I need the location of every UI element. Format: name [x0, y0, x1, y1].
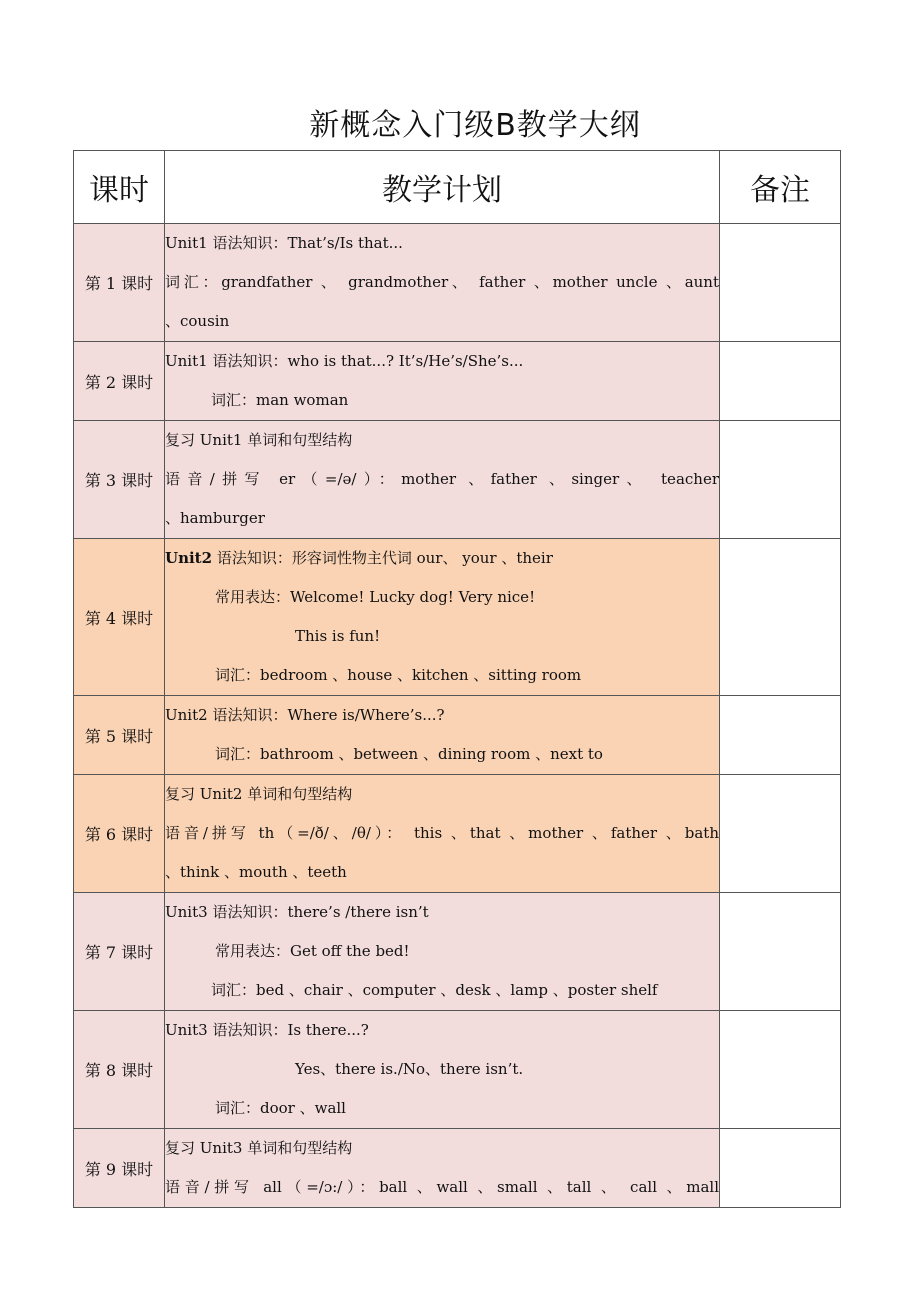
lesson-cell: 第 2 课时 [74, 342, 165, 421]
plan-line: 词汇：door 、wall [215, 1099, 346, 1117]
table-row [74, 696, 841, 775]
plan-cell [165, 893, 720, 1011]
plan-line: 词汇：grandfather 、 grandmother、 father 、mother uncle 、aunt [165, 273, 719, 291]
lesson-cell: 第 3 课时 [74, 421, 165, 539]
plan-cell [165, 421, 720, 539]
lesson-cell: 第 5 课时 [74, 696, 165, 775]
plan-cell [165, 775, 720, 893]
table-row [74, 539, 841, 696]
plan-line: Unit2 语法知识：Where is/Where’s...? [165, 706, 445, 724]
plan-cell [165, 696, 720, 775]
plan-line [165, 539, 719, 578]
lesson-cell: 第 4 课时 [74, 539, 165, 696]
header-plan: 教学计划 [165, 151, 720, 224]
note-cell [720, 893, 841, 1011]
plan-line: 词汇：bed 、chair 、computer 、desk 、lamp 、poster shelf [211, 981, 658, 999]
table-row [74, 421, 841, 539]
plan-line: Unit3 语法知识：Is there...? [165, 1021, 369, 1039]
plan-cell [165, 224, 720, 342]
lesson-cell: 第 6 课时 [74, 775, 165, 893]
plan-line: Unit1 语法知识：That’s/Is that... [165, 234, 403, 252]
lesson-cell: 第 1 课时 [74, 224, 165, 342]
plan-cell [165, 1011, 720, 1129]
plan-line: 复习 Unit1 单词和句型结构 [165, 431, 353, 449]
plan-line: 词汇：man woman [211, 391, 349, 409]
note-cell [720, 421, 841, 539]
plan-line: 、cousin [165, 312, 230, 330]
plan-line: Unit3 语法知识：there’s /there isn’t [165, 903, 429, 921]
plan-line: 常用表达：Get off the bed! [215, 942, 410, 960]
table-row [74, 775, 841, 893]
note-cell [720, 775, 841, 893]
note-cell [720, 1129, 841, 1208]
note-cell [720, 539, 841, 696]
plan-line: 复习 Unit3 单词和句型结构 [165, 1139, 353, 1157]
plan-line: 词汇：bedroom 、house 、kitchen 、sitting room [215, 666, 582, 684]
lesson-cell: 第 7 课时 [74, 893, 165, 1011]
plan-line: 语音/拼写 th（=/ð/、/θ/）： this 、that 、mother 、father 、bath [165, 824, 719, 842]
plan-line: 语音/拼写 er（=/ə/）：mother 、father 、singer、 teacher [165, 470, 719, 488]
table-row [74, 1129, 841, 1208]
page-title: 新概念入门级B教学大纲 [309, 108, 641, 143]
plan-cell [165, 539, 720, 696]
note-cell [720, 342, 841, 421]
table-row [74, 1011, 841, 1129]
plan-cell [165, 342, 720, 421]
syllabus-table [73, 150, 841, 1208]
lesson-cell: 第 8 课时 [74, 1011, 165, 1129]
header-lesson: 课时 [74, 151, 165, 224]
table-row [74, 342, 841, 421]
plan-line: Yes、there is./No、there isn’t. [295, 1060, 524, 1078]
plan-line: Unit1 语法知识：who is that...? It’s/He’s/She’s... [165, 352, 524, 370]
lesson-cell: 第 9 课时 [74, 1129, 165, 1208]
table-row [74, 893, 841, 1011]
note-cell [720, 1011, 841, 1129]
table-row [74, 224, 841, 342]
plan-line: 词汇：bathroom 、between 、dining room 、next to [215, 745, 603, 763]
plan-line: 常用表达：Welcome! Lucky dog! Very nice! [215, 588, 536, 606]
plan-line-text: 语法知识：形容词性物主代词 our、 your 、their [216, 549, 553, 567]
note-cell [720, 224, 841, 342]
header-row [74, 151, 841, 224]
note-cell [720, 696, 841, 775]
plan-line: This is fun! [295, 627, 381, 645]
plan-line: 、hamburger [165, 509, 265, 527]
plan-cell [165, 1129, 720, 1208]
plan-line: 复习 Unit2 单词和句型结构 [165, 785, 353, 803]
plan-line: 语音/拼写 all（=/ɔ:/）：ball 、wall 、small 、tall 、 call 、mall [165, 1178, 719, 1196]
unit-label: Unit2 [165, 549, 213, 567]
plan-line: 、think 、mouth 、teeth [165, 863, 347, 881]
header-note: 备注 [720, 151, 841, 224]
